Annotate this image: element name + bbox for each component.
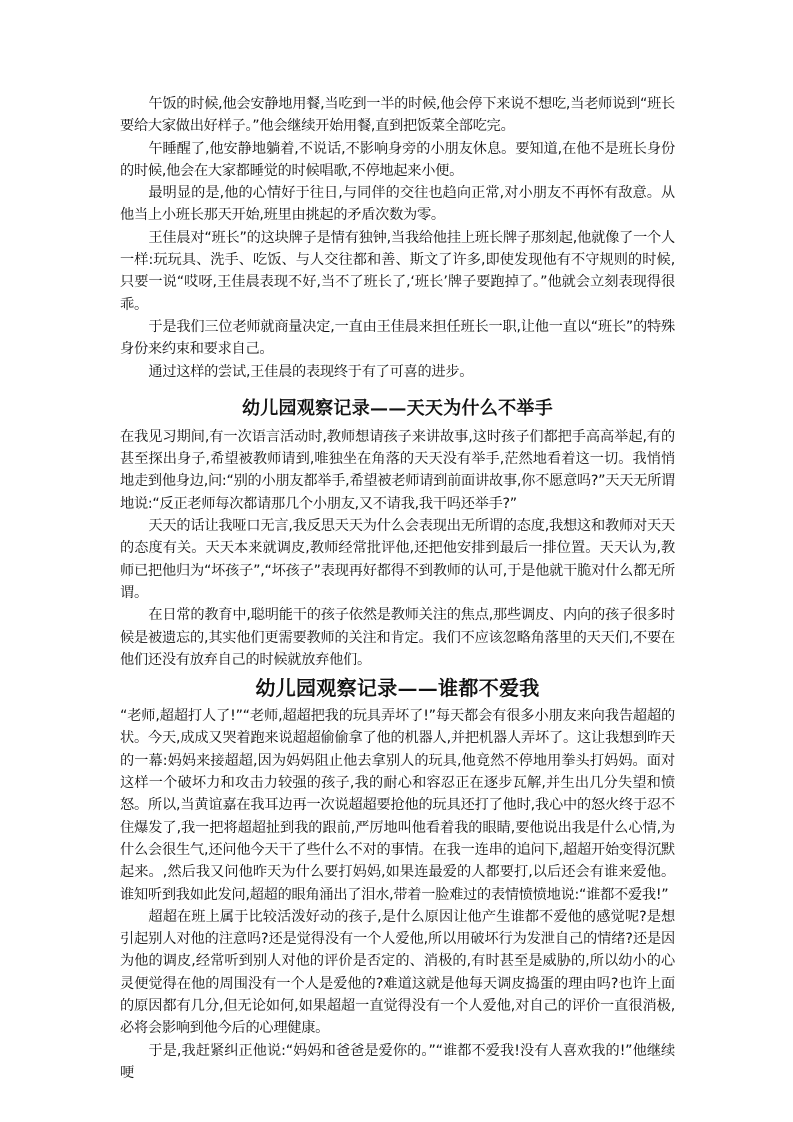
paragraph: 最明显的是,他的心情好于往日,与同伴的交往也趋向正常,对小朋友不再怀有敌意。从他当上小班长那天开始,班里由挑起的矛盾次数为零。 [120, 185, 675, 224]
section-title: 幼儿园观察记录——谁都不爱我 [255, 676, 540, 701]
section-chaochao [120, 673, 675, 1084]
section-tiantian [120, 396, 675, 671]
paragraph: 超超在班上属于比较活泼好动的孩子,是什么原因让他产生谁都不爱他的感觉呢?是想引起别人对他的注意吗?还是觉得没有一个人爱他,所以用破坏行为发泄自己的情绪?还是因为他的调皮,经常听到别人对他的评价是否定的、消极的,有时甚至是威胁的,所以幼小的心灵便觉得在他的周围没有一个人是爱他的?难道这就是他每天调皮捣蛋的理由吗?也许上面的原因都有几分,但无论如何,如果超超一直觉得没有一个人爱他,对自己的评价一直很消极,必将会影响到他今后的心理健康。 [120, 908, 675, 1037]
paragraph: 午睡醒了,他安静地躺着,不说话,不影响身旁的小朋友休息。要知道,在他不是班长身份的时候,他会在大家都睡觉的时候唱歌,不停地起来小便。 [120, 140, 675, 179]
section-title: 幼儿园观察记录——天天为什么不举手 [241, 397, 554, 419]
paragraph: 天天的话让我哑口无言,我反思天天为什么会表现出无所谓的态度,我想这和教师对天天的态度有关。天天本来就调皮,教师经常批评他,还把他安排到最后一排位置。天天认为,教师已把他归为“坏孩子”,“坏孩子”表现再好都得不到教师的认可,于是他就干脆对什么都无所谓。 [120, 518, 675, 601]
document-page [120, 93, 675, 1084]
paragraph: 通过这样的尝试,王佳晨的表现终于有了可喜的进步。 [148, 363, 474, 380]
paragraph: 在日常的教育中,聪明能干的孩子依然是教师关注的焦点,那些调皮、内向的孩子很多时候是被遗忘的,其实他们更需要教师的关注和肯定。我们不应该忽略角落里的天天们,不要在他们还没有放弃自己的时候就放弃他们。 [120, 607, 675, 668]
section-banzhang-story [120, 93, 675, 383]
paragraph: “老师,超超打人了!”“老师,超超把我的玩具弄坏了!”每天都会有很多小朋友来向我告超超的状。今天,成成又哭着跑来说超超偷偷拿了他的机器人,并把机器人弄坏了。这让我想到昨天的一幕:妈妈来接超超,因为妈妈阻止他去拿别人的玩具,他竟然不停地用拳头打妈妈。面对这样一个破坏力和攻击力较强的孩子,我的耐心和容忍正在逐步瓦解,并生出几分失望和愤怒。所以,当黄谊嘉在我耳边再一次说超超要抢他的玩具还打了他时,我心中的怒火终于忍不住爆发了,我一把将超超扯到我的跟前,严厉地叫他看着我的眼睛,要他说出我是什么心情,为什么会很生气,还问他今天干了些什么不对的事情。在我一连串的追问下,超超开始变得沉默起来。,然后我又问他昨天为什么要打妈妈,如果连最爱的人都要打,以后还会有谁来爱他。谁知听到我如此发问,超超的眼角涌出了泪水,带着一脸难过的表情愤愤地说:“谁都不爱我!” [120, 708, 675, 903]
paragraph: 于是我们三位老师就商量决定,一直由王佳晨来担任班长一职,让他一直以“班长”的特殊身份来约束和要求自己。 [120, 318, 675, 358]
paragraph: 于是,我赶紧纠正他说:“妈妈和爸爸是爱你的。”“谁都不爱我!没有人喜欢我的!”他继续哽 [120, 1042, 675, 1081]
paragraph: 在我见习期间,有一次语言活动时,教师想请孩子来讲故事,这时孩子们都把手高高举起,有的甚至探出身子,希望被教师请到,唯独坐在角落的天天没有举手,茫然地看着这一切。我悄悄地走到他身边,问:“别的小朋友都举手,希望被老师请到前面讲故事,你不愿意吗?”天天无所谓地说:“反正老师每次都请那几个小朋友,又不请我,我干吗还举手?” [120, 428, 675, 512]
paragraph: 王佳晨对“班长”的这块牌子是情有独钟,当我给他挂上班长牌子那刻起,他就像了一个人一样:玩玩具、洗手、吃饭、与人交往都和善、斯文了许多,即使发现他有不守规则的时候,只要一说“哎呀,王佳晨表现不好,当不了班长了,‘班长’牌子要跑掉了。”他就会立刻表现得很乖。 [120, 229, 675, 313]
paragraph: 午饭的时候,他会安静地用餐,当吃到一半的时候,他会停下来说不想吃,当老师说到“班长要给大家做出好样子。”他会继续开始用餐,直到把饭菜全部吃完。 [120, 96, 675, 135]
